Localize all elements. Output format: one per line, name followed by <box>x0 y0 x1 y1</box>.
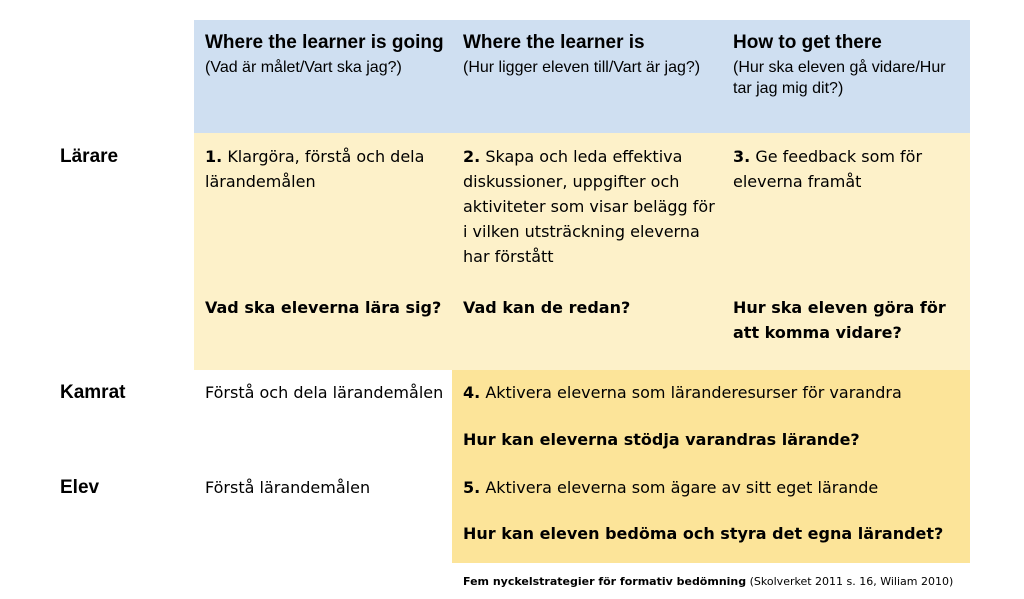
header-col-going-title: Where the learner is going <box>205 32 444 53</box>
strategy-3 <box>733 144 958 194</box>
row-label-larare: Lärare <box>60 146 119 167</box>
kamrat-goal-text: Förstå och dela lärandemålen <box>205 383 444 402</box>
strategy-1-number: 1. <box>205 147 223 166</box>
strategy-3-text: Ge feedback som för eleverna framåt <box>733 147 923 191</box>
caption-source: (Skolverket 2011 s. 16, Wiliam 2010) <box>749 575 954 588</box>
strategy-2-question: Vad kan de redan? <box>463 298 631 317</box>
header-col-is <box>463 32 713 78</box>
header-col-going-subtitle: (Vad är målet/Vart ska jag?) <box>205 59 402 76</box>
figure-caption <box>463 575 963 588</box>
row-label-elev: Elev <box>60 477 100 498</box>
header-col-going <box>205 32 445 78</box>
strategy-5 <box>463 475 963 500</box>
strategy-2 <box>463 144 718 269</box>
strategy-3-question: Hur ska eleven göra för att komma vidare? <box>733 298 946 342</box>
strategy-4-question: Hur kan eleverna stödja varandras lärande? <box>463 430 860 449</box>
strategy-1-question: Vad ska eleverna lära sig? <box>205 298 442 317</box>
strategy-3-number: 3. <box>733 147 751 166</box>
elev-goal-text: Förstå lärandemålen <box>205 478 371 497</box>
strategy-4-number: 4. <box>463 383 481 402</box>
header-col-there-title: How to get there <box>733 32 882 53</box>
header-col-is-subtitle: (Hur ligger eleven till/Vart är jag?) <box>463 59 701 76</box>
strategy-5-question: Hur kan eleven bedöma och styra det egna lärandet? <box>463 524 944 543</box>
header-col-is-title: Where the learner is <box>463 32 645 53</box>
strategy-2-number: 2. <box>463 147 481 166</box>
strategy-5-text: Aktivera eleverna som ägare av sitt eget lärande <box>485 478 879 497</box>
header-col-there <box>733 32 965 99</box>
strategy-5-number: 5. <box>463 478 481 497</box>
strategy-4-text: Aktivera eleverna som läranderesurser för varandra <box>485 383 902 402</box>
caption-title: Fem nyckelstrategier för formativ bedömning <box>463 575 747 588</box>
strategy-1 <box>205 144 443 194</box>
strategy-1-text: Klargöra, förstå och dela lärandemålen <box>205 147 425 191</box>
row-label-kamrat: Kamrat <box>60 382 126 403</box>
header-col-there-subtitle: (Hur ska eleven gå vidare/Hur tar jag mig dit?) <box>733 59 946 97</box>
strategy-4 <box>463 380 963 405</box>
strategy-2-text: Skapa och leda effektiva diskussioner, uppgifter och aktiviteter som visar belägg för i vilken utsträckning eleverna har förstått <box>463 147 715 266</box>
